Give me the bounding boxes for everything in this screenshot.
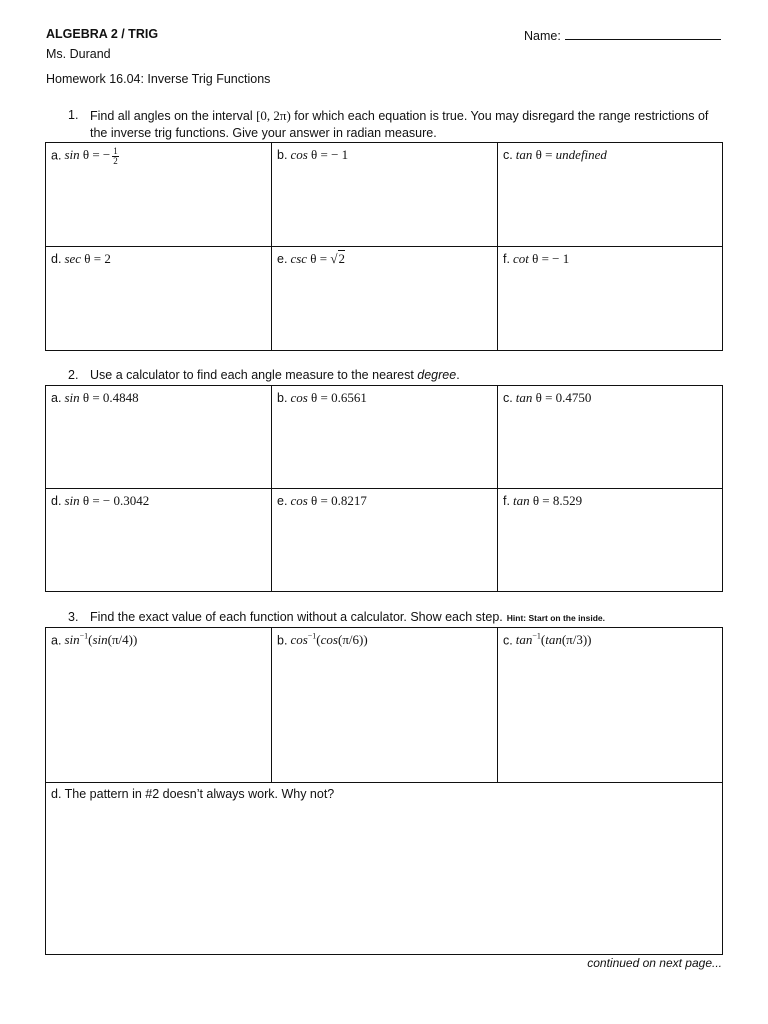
hint: Hint: Start on the inside. <box>506 613 605 623</box>
course-title: ALGEBRA 2 / TRIG <box>46 27 159 41</box>
q2-cell-b[interactable] <box>272 386 498 489</box>
equation: $\tan^{-1}(\tan(\pi/3))$ <box>515 632 592 648</box>
q2-cell-e[interactable] <box>272 489 498 591</box>
q2-answer-grid <box>45 385 723 592</box>
item-label: a. <box>51 391 62 405</box>
item-label: b. <box>277 633 288 648</box>
item-label: a. <box>51 633 62 648</box>
q2-cell-f[interactable] <box>498 489 722 591</box>
equation: $\sin^{-1}(\sin(\pi/4))$ <box>64 632 138 648</box>
equation: tan θ = 8.529 <box>512 493 583 508</box>
item-label: e. <box>277 252 288 266</box>
q3-cell-d[interactable]: d. The pattern in #2 doesn’t always work. Why not? <box>51 787 335 801</box>
question-1 <box>68 107 718 142</box>
question-text: Find all angles on the interval [0, 2π) for which each equation is true. You may disregard the range restrictions of the inverse trig functions. Give your answer in radian measure. <box>90 108 709 140</box>
equation: cot θ = − 1 <box>512 251 570 266</box>
equation: cos θ = − 1 <box>290 147 349 162</box>
q1-cell-f[interactable] <box>498 247 722 350</box>
equation: sin θ = 0.4848 <box>64 390 139 405</box>
item-label: c. <box>503 148 513 162</box>
equation: cos θ = 0.6561 <box>290 390 367 405</box>
equation: cos θ = 0.8217 <box>290 493 367 508</box>
q1-cell-c[interactable] <box>498 143 722 247</box>
item-label: f. <box>503 494 510 508</box>
name-field[interactable] <box>524 27 721 43</box>
item-label: f. <box>503 252 510 266</box>
q3-cell-b[interactable] <box>272 628 498 783</box>
q2-cell-c[interactable] <box>498 386 722 489</box>
homework-title: Homework 16.04: Inverse Trig Functions <box>46 72 271 86</box>
question-text: Use a calculator to find each angle measure to the nearest degree. <box>90 368 460 382</box>
q3-answer-grid <box>45 627 723 955</box>
item-label: c. <box>503 633 513 648</box>
equation: tan θ = undefined <box>515 147 607 162</box>
item-label: a. <box>51 148 62 163</box>
item-label: b. <box>277 148 288 162</box>
interval: [0, 2π) <box>256 108 291 123</box>
q3-cell-a[interactable] <box>46 628 272 783</box>
q1-cell-d[interactable] <box>46 247 272 350</box>
question-number: 1. <box>68 108 79 122</box>
question-text: Find the exact value of each function without a calculator. Show each step. Hint: Start on the inside. <box>90 610 605 624</box>
equation: sin θ = − 0.3042 <box>64 493 150 508</box>
q1-cell-b[interactable] <box>272 143 498 247</box>
item-label: c. <box>503 391 513 405</box>
q1-answer-grid <box>45 142 723 351</box>
q2-cell-d[interactable] <box>46 489 272 591</box>
question-2 <box>68 367 718 384</box>
item-label: b. <box>277 391 288 405</box>
continued-note: continued on next page... <box>587 956 722 970</box>
name-line[interactable] <box>565 27 721 40</box>
teacher-name: Ms. Durand <box>46 47 111 61</box>
question-number: 3. <box>68 610 79 624</box>
equation: tan θ = 0.4750 <box>515 390 592 405</box>
item-label: d. <box>51 494 62 508</box>
equation: $\cos^{-1}(\cos(\pi/6))$ <box>290 632 368 648</box>
q3-cell-c[interactable] <box>498 628 722 783</box>
question-number: 2. <box>68 368 79 382</box>
equation: sec θ = 2 <box>64 251 111 266</box>
name-label: Name: <box>524 29 561 43</box>
equation: csc θ = √2 <box>290 251 345 266</box>
q1-cell-a[interactable] <box>46 143 272 247</box>
q1-cell-e[interactable] <box>272 247 498 350</box>
item-label: e. <box>277 494 288 508</box>
equation: sin θ = − $\frac{1}{2}$ <box>64 146 118 166</box>
fraction: $\frac{1}{2}$ <box>113 146 118 166</box>
item-label: d. <box>51 252 62 266</box>
question-3 <box>68 609 718 627</box>
q2-cell-a[interactable] <box>46 386 272 489</box>
